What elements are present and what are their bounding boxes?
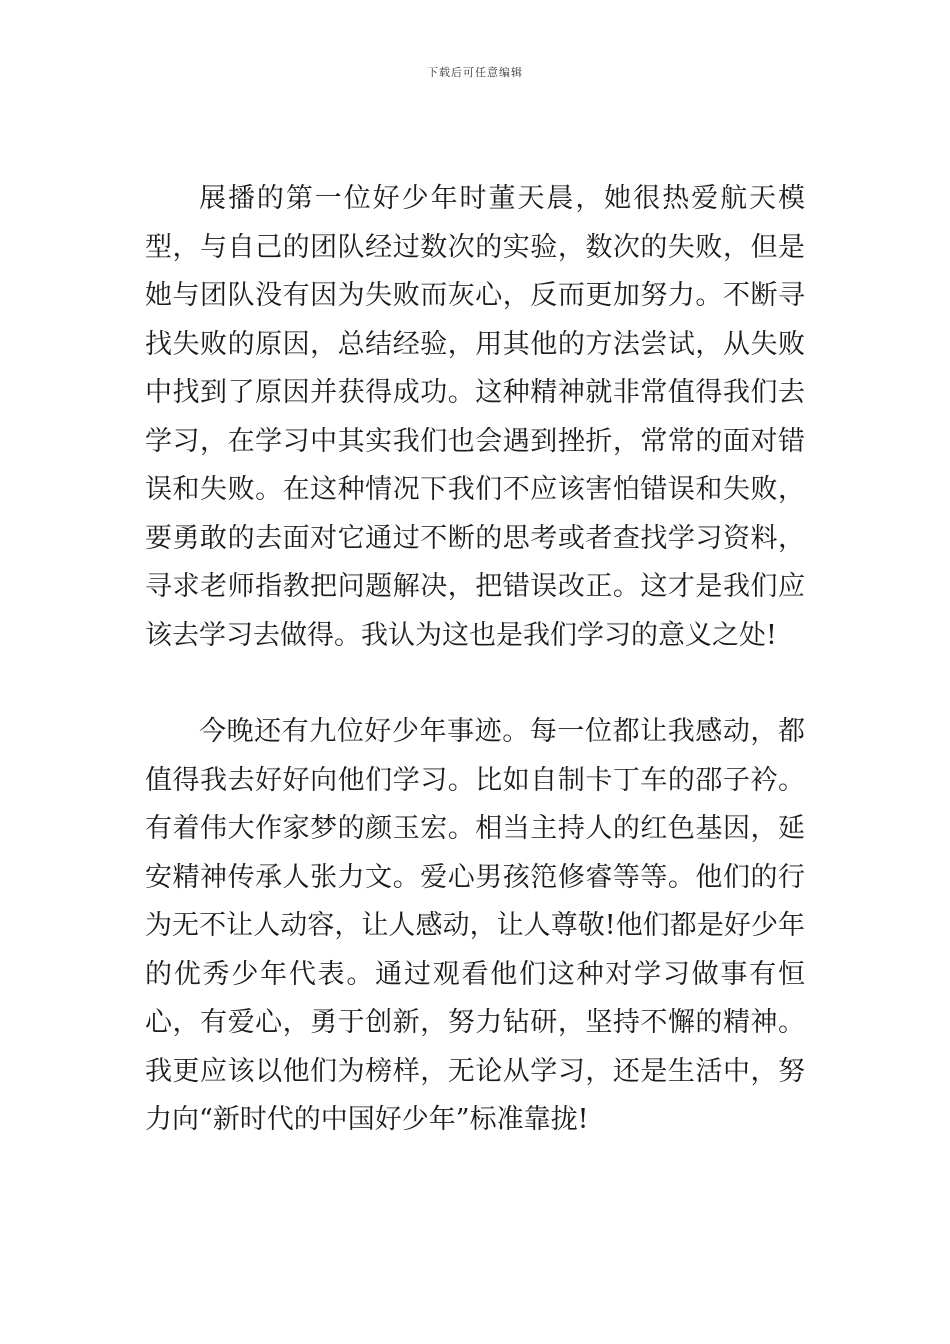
paragraph-1: 展播的第一位好少年时董天晨，她很热爱航天模型，与自己的团队经过数次的实验，数次的失败，但是她与团队没有因为失败而灰心，反而更加努力。不断寻找失败的原因，总结经验，用其他的方法尝试，从失败中找到了原因并获得成功。这种精神就非常值得我们去学习，在学习中其实我们也会遇到挫折，常常的面对错误和失败。在这种情况下我们不应该害怕错误和失败，要勇敢的去面对它通过不断的思考或者查找学习资料，寻求老师指教把问题解决，把错误改正。这才是我们应该去学习去做得。我认为这也是我们学习的意义之处! bbox=[145, 183, 805, 651]
paragraph-2: 今晚还有九位好少年事迹。每一位都让我感动，都值得我去好好向他们学习。比如自制卡丁车的邵子衿。有着伟大作家梦的颜玉宏。相当主持人的红色基因，延安精神传承人张力文。爱心男孩笵修睿等等。他们的行为无不让人动容，让人感动，让人尊敬!他们都是好少年的优秀少年代表。通过观看他们这种对学习做事有恒心，有爱心，勇于创新，努力钻研，坚持不懈的精神。我更应该以他们为榜样，无论从学习，还是生活中，努力向“新时代的中国好少年”标准靠拢! bbox=[145, 716, 805, 1135]
page-header: 下载后可任意编辑 bbox=[427, 66, 523, 79]
paragraph-spacer bbox=[145, 660, 805, 708]
document-body bbox=[145, 175, 805, 1145]
